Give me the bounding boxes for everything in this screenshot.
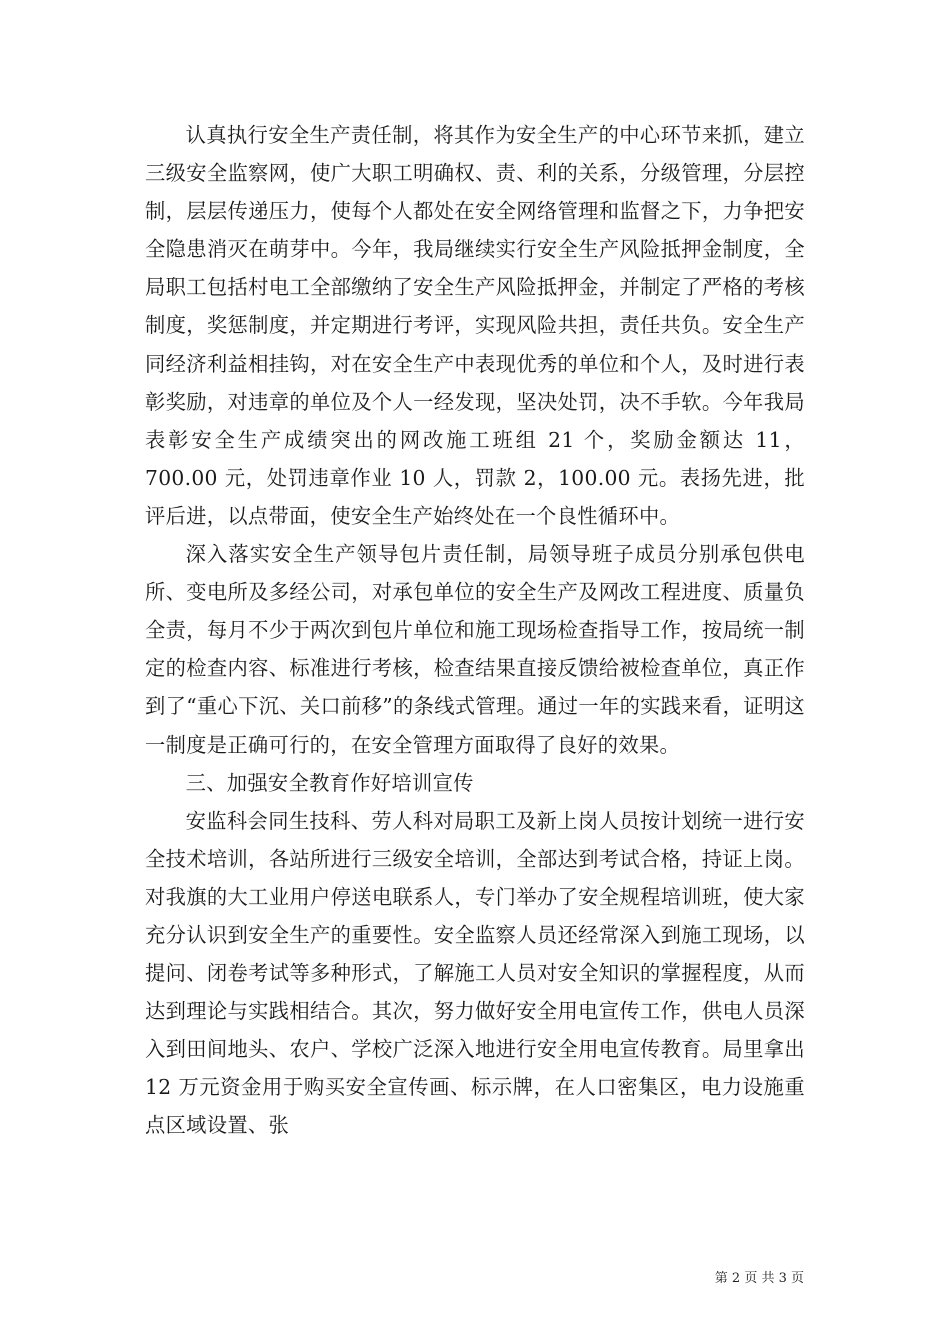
paragraph-leadership-contract: 深入落实安全生产领导包片责任制，局领导班子成员分别承包供电所、变电所及多经公司，对承包单位的安全生产及网改工程进度、质量负全责，每月不少于两次到包片单位和施工现场检查指导工作，按局统一制定的检查内容、标准进行考核，检查结果直接反馈给被检查单位，真正作到了“重心下沉、关口前移”的条线式管理。通过一年的实践来看，证明这一制度是正确可行的，在安全管理方面取得了良好的效果。	[145, 542, 805, 757]
page-number-footer: 第 2 页 共 3 页	[714, 1271, 804, 1286]
section-heading-training: 三、加强安全教育作好培训宣传	[185, 770, 474, 795]
paragraph-safety-education: 安监科会同生技科、劳人科对局职工及新上岗人员按计划统一进行安全技术培训，各站所进行三级安全培训，全部达到考试合格，持证上岗。对我旗的大工业用户停送电联系人，专门举办了安全规程培训班，使大家充分认识到安全生产的重要性。安全监察人员还经常深入到施工现场，以提问、闭卷考试等多种形式，了解施工人员对安全知识的掌握程度，从而达到理论与实践相结合。其次，努力做好安全用电宣传工作，供电人员深入到田间地头、农户、学校广泛深入地进行安全用电宣传教育。局里拿出 12 万元资金用于购买安全宣传画、标示牌，在人口密集区，电力设施重点区域设置、张	[145, 808, 805, 1138]
document-body	[145, 116, 805, 1145]
paragraph-responsibility-system: 认真执行安全生产责任制，将其作为安全生产的中心环节来抓，建立三级安全监察网，使广大职工明确权、责、利的关系，分级管理，分层控制，层层传递压力，使每个人都处在安全网络管理和监督之下，力争把安全隐患消灭在萌芽中。今年，我局继续实行安全生产风险抵押金制度，全局职工包括村电工全部缴纳了安全生产风险抵押金，并制定了严格的考核制度，奖惩制度，并定期进行考评，实现风险共担，责任共负。安全生产同经济利益相挂钩，对在安全生产中表现优秀的单位和个人，及时进行表彰奖励，对违章的单位及个人一经发现，坚决处罚，决不手软。今年我局表彰安全生产成绩突出的网改施工班组 21 个，奖励金额达 11，700.00 元，处罚违章作业 10 人，罚款 2，100.00 元。表扬先进，批评后进，以点带面，使安全生产始终处在一个良性循环中。	[145, 123, 805, 528]
